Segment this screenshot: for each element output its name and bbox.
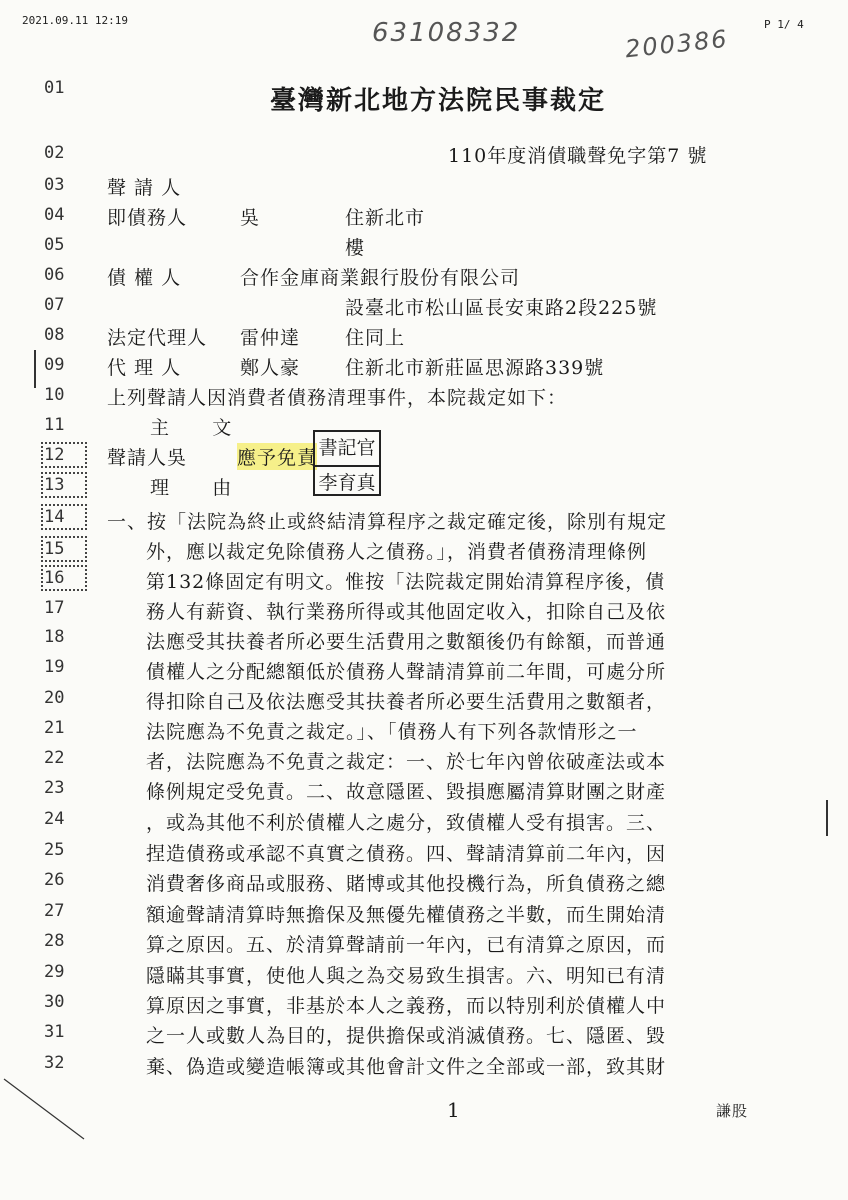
line-number: 08 (44, 325, 65, 345)
line-number: 20 (44, 688, 65, 708)
agent-name: 鄭人豪 (240, 357, 301, 379)
line-number: 22 (44, 748, 65, 768)
main-text-heading: 主 文 (150, 417, 233, 439)
line-number: 03 (44, 175, 65, 195)
legal-rep-name: 雷仲達 (240, 327, 301, 349)
body-line: 算之原因。五、於清算聲請前一年內，已有清算之原因，而 (146, 934, 667, 956)
line-number: 19 (44, 657, 65, 677)
line-number: 01 (44, 78, 65, 98)
handwritten-number: 63108332 (372, 18, 521, 48)
line-number: 31 (44, 1022, 65, 1042)
line-number: 25 (44, 840, 65, 860)
line-number: 05 (44, 235, 65, 255)
body-line: 債權人之分配總額低於債務人聲請清算前二年間，可處分所 (146, 661, 667, 683)
page-number: 1 (447, 1098, 461, 1122)
line-number: 21 (44, 718, 65, 738)
body-line: 第132條固定有明文。惟按「法院裁定開始清算程序後，債 (146, 571, 666, 593)
line-number: 02 (44, 143, 65, 163)
main-text-prefix: 聲請人吳 (107, 447, 188, 469)
agent-label: 代 理 人 (107, 357, 182, 379)
body-line: 隱瞞其事實，使他人與之為交易致生損害。六、明知已有清 (146, 965, 667, 987)
line-number: 12 (44, 445, 84, 465)
line-number: 06 (44, 265, 65, 285)
line-number: 28 (44, 931, 65, 951)
body-line: 條例規定受免責。二、故意隱匿、毀損應屬清算財團之財產 (146, 781, 667, 803)
line-number: 11 (44, 415, 65, 435)
line-number: 18 (44, 627, 65, 647)
body-line: 法應受其扶養者所必要生活費用之數額後仍有餘額，而普通 (146, 631, 667, 653)
body-line: ，或為其他不利於債權人之處分，致債權人受有損害。三、 (146, 812, 667, 834)
creditor-address: 設臺北市松山區長安東路2段225號 (345, 297, 658, 319)
body-line: 捏造債務或承認不真實之債務。四、聲請清算前二年內，因 (146, 843, 667, 865)
agent-address: 住新北市新莊區思源路339號 (345, 357, 605, 379)
body-line: 法院應為不免責之裁定。」、「債務人有下列各款情形之一 (146, 721, 638, 743)
line-number: 30 (44, 992, 65, 1012)
body-line: 者，法院應為不免責之裁定：一、於七年內曾依破產法或本 (146, 751, 667, 773)
line-number: 29 (44, 962, 65, 982)
line-number: 04 (44, 205, 65, 225)
line-number: 16 (44, 568, 84, 588)
line-number: 26 (44, 870, 65, 890)
legal-rep-label: 法定代理人 (107, 327, 208, 349)
scan-artifact-line (0, 1075, 90, 1145)
line-number: 15 (44, 539, 84, 559)
body-line: 一、按「法院為終止或終結清算程序之裁定確定後，除別有規定 (107, 511, 668, 533)
debtor-name: 吳 (240, 207, 261, 229)
body-line: 棄、偽造或變造帳簿或其他會計文件之全部或一部，致其財 (146, 1056, 667, 1078)
legal-rep-address: 住同上 (345, 327, 406, 349)
main-text-ruling: 應予免責 (237, 443, 317, 470)
fax-timestamp: 2021.09.11 12:19 (22, 14, 128, 27)
body-line: 外，應以裁定免除債務人之債務。」，消費者債務清理條例 (146, 541, 648, 563)
stamp-title: 書記官 (318, 437, 376, 459)
line-number: 24 (44, 809, 65, 829)
applicant-label: 聲 請 人 (107, 177, 182, 199)
line-number: 32 (44, 1053, 65, 1073)
margin-mark (826, 800, 828, 836)
stamp-name: 李育真 (315, 465, 379, 500)
fax-page-indicator: P 1/ 4 (764, 18, 804, 31)
debtor-address-floor: 樓 (345, 237, 366, 259)
body-line: 額逾聲請清算時無擔保及無優先權債務之半數，而生開始清 (146, 904, 667, 926)
line-number: 27 (44, 901, 65, 921)
creditor-label: 債 權 人 (107, 267, 182, 289)
document-title: 臺灣新北地方法院民事裁定 (270, 86, 607, 116)
reasons-heading: 理 由 (150, 477, 233, 499)
line-number: 14 (44, 507, 84, 527)
line-number: 13 (44, 475, 84, 495)
debtor-label: 即債務人 (107, 207, 188, 229)
line-number: 09 (44, 355, 65, 375)
handwritten-number-2: 200386 (623, 24, 730, 64)
clerk-stamp (313, 430, 381, 496)
body-line: 得扣除自己及依法應受其扶養者所必要生活費用之數額者， (146, 691, 667, 713)
line-number: 07 (44, 295, 65, 315)
body-line: 算原因之事實，非基於本人之義務，而以特別利於債權人中 (146, 995, 667, 1017)
debtor-address: 住新北市 (345, 207, 426, 229)
line-number: 10 (44, 385, 65, 405)
creditor-name: 合作金庫商業銀行股份有限公司 (240, 267, 521, 289)
line-number: 17 (44, 598, 65, 618)
division-label: 謙股 (716, 1102, 749, 1120)
line-number: 23 (44, 778, 65, 798)
case-number: 110年度消債職聲免字第7 號 (448, 145, 708, 167)
body-line: 之一人或數人為目的，提供擔保或消滅債務。七、隱匿、毀 (146, 1025, 667, 1047)
margin-mark (34, 350, 36, 388)
body-line: 務人有薪資、執行業務所得或其他固定收入，扣除自己及依 (146, 601, 667, 623)
intro-sentence: 上列聲請人因消費者債務清理事件，本院裁定如下： (107, 387, 568, 409)
body-line: 消費奢侈商品或服務、賭博或其他投機行為，所負債務之總 (146, 873, 667, 895)
